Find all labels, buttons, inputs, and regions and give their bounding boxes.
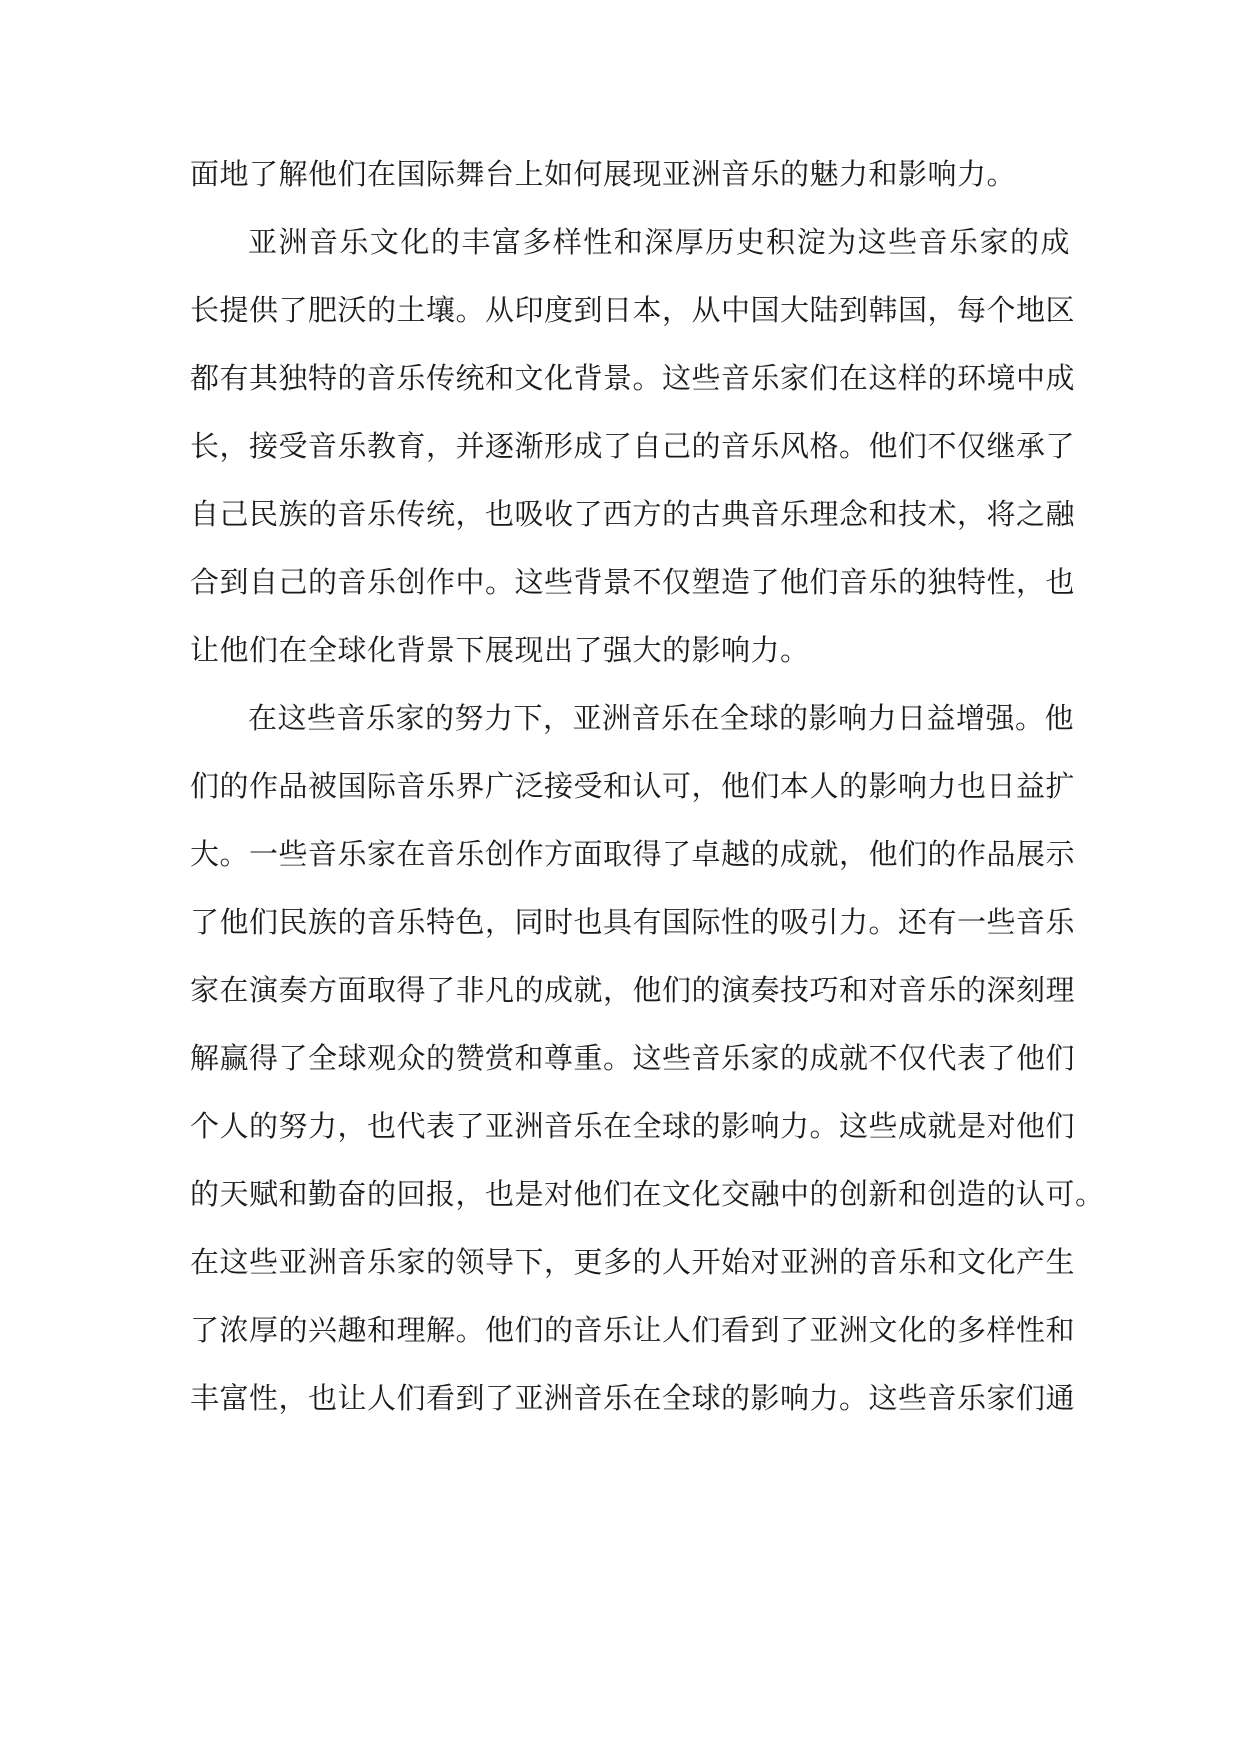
text-line: 让他们在全球化背景下展现出了强大的影响力。	[190, 633, 810, 667]
text-line: 长提供了肥沃的土壤。从印度到日本，从中国大陆到韩国，每个地区	[190, 293, 1076, 327]
paragraph-first-line: 亚洲音乐文化的丰富多样性和深厚历史积淀为这些音乐家的成	[248, 225, 1070, 259]
text-line: 长，接受音乐教育，并逐渐形成了自己的音乐风格。他们不仅继承了	[190, 429, 1076, 463]
text-line: 丰富性，也让人们看到了亚洲音乐在全球的影响力。这些音乐家们通	[190, 1381, 1076, 1415]
text-line: 了他们民族的音乐特色，同时也具有国际性的吸引力。还有一些音乐	[190, 905, 1076, 939]
text-line: 了浓厚的兴趣和理解。他们的音乐让人们看到了亚洲文化的多样性和	[190, 1313, 1076, 1347]
text-line: 解赢得了全球观众的赞赏和尊重。这些音乐家的成就不仅代表了他们	[190, 1041, 1076, 1075]
text-line: 们的作品被国际音乐界广泛接受和认可，他们本人的影响力也日益扩	[190, 769, 1076, 803]
text-line: 在这些亚洲音乐家的领导下，更多的人开始对亚洲的音乐和文化产生	[190, 1245, 1076, 1279]
text-line: 自己民族的音乐传统，也吸收了西方的古典音乐理念和技术，将之融	[190, 497, 1076, 531]
text-line: 个人的努力，也代表了亚洲音乐在全球的影响力。这些成就是对他们	[190, 1109, 1076, 1143]
text-line: 家在演奏方面取得了非凡的成就，他们的演奏技巧和对音乐的深刻理	[190, 973, 1076, 1007]
text-line: 面地了解他们在国际舞台上如何展现亚洲音乐的魅力和影响力。	[190, 157, 1017, 191]
body-text	[190, 140, 1105, 1432]
paragraph-first-line: 在这些音乐家的努力下，亚洲音乐在全球的影响力日益增强。他	[248, 701, 1075, 735]
text-line: 大。一些音乐家在音乐创作方面取得了卓越的成就，他们的作品展示	[190, 837, 1076, 871]
text-line: 的天赋和勤奋的回报，也是对他们在文化交融中的创新和创造的认可。	[190, 1177, 1105, 1211]
text-line: 合到自己的音乐创作中。这些背景不仅塑造了他们音乐的独特性，也	[190, 565, 1076, 599]
text-line: 都有其独特的音乐传统和文化背景。这些音乐家们在这样的环境中成	[190, 361, 1076, 395]
